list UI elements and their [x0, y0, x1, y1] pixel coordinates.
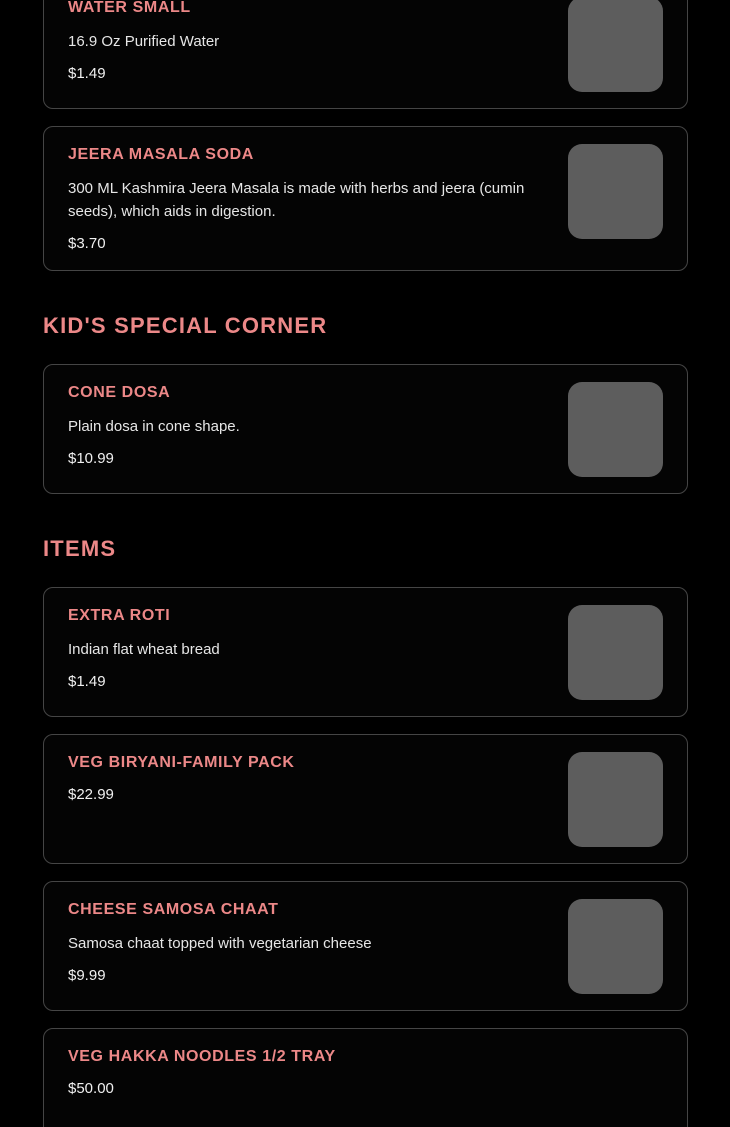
- menu-item-card[interactable]: [43, 364, 688, 494]
- item-image-placeholder: [568, 605, 663, 700]
- section-heading: KID'S SPECIAL CORNER: [43, 313, 328, 338]
- menu-item-card[interactable]: [43, 126, 688, 271]
- item-description: Plain dosa in cone shape.: [68, 418, 240, 435]
- item-price: $9.99: [68, 967, 106, 984]
- menu-item-info: [68, 143, 568, 254]
- item-price: $10.99: [68, 450, 114, 467]
- item-image-placeholder: [568, 0, 663, 92]
- item-image-placeholder: [568, 752, 663, 847]
- item-description: 16.9 Oz Purified Water: [68, 33, 220, 50]
- item-price: $1.49: [68, 673, 106, 690]
- menu-item-card[interactable]: [43, 1028, 688, 1127]
- item-name: EXTRA ROTI: [68, 607, 171, 624]
- item-name: CHEESE SAMOSA CHAAT: [68, 901, 279, 918]
- menu-item-card[interactable]: [43, 734, 688, 864]
- section-heading: ITEMS: [43, 536, 117, 561]
- menu-item-card[interactable]: [43, 0, 688, 109]
- item-name: JEERA MASALA SODA: [68, 146, 254, 163]
- item-price: $22.99: [68, 786, 114, 803]
- item-description: 300 ML Kashmira Jeera Masala is made with herbs and jeera (cumin seeds), which aids in digestion.: [68, 180, 525, 220]
- menu-item-info: [68, 898, 568, 986]
- item-description: Indian flat wheat bread: [68, 641, 220, 658]
- item-price: $1.49: [68, 65, 106, 82]
- menu-item-card[interactable]: [43, 881, 688, 1011]
- item-price: $50.00: [68, 1080, 114, 1097]
- menu-item-info: [68, 381, 568, 469]
- item-price: $3.70: [68, 235, 106, 252]
- menu-item-info: [68, 1045, 663, 1099]
- menu-item-info: [68, 751, 568, 805]
- menu-page: [43, 0, 688, 1127]
- menu-item-info: [68, 604, 568, 692]
- item-name: VEG BIRYANI-FAMILY PACK: [68, 754, 295, 771]
- item-name: CONE DOSA: [68, 384, 171, 401]
- item-name: WATER SMALL: [68, 0, 191, 16]
- menu-item-card[interactable]: [43, 587, 688, 717]
- item-image-placeholder: [568, 382, 663, 477]
- item-description: Samosa chaat topped with vegetarian cheese: [68, 935, 372, 952]
- menu-item-info: [68, 0, 568, 84]
- item-image-placeholder: [568, 899, 663, 994]
- item-image-placeholder: [568, 144, 663, 239]
- item-name: VEG HAKKA NOODLES 1/2 TRAY: [68, 1048, 336, 1065]
